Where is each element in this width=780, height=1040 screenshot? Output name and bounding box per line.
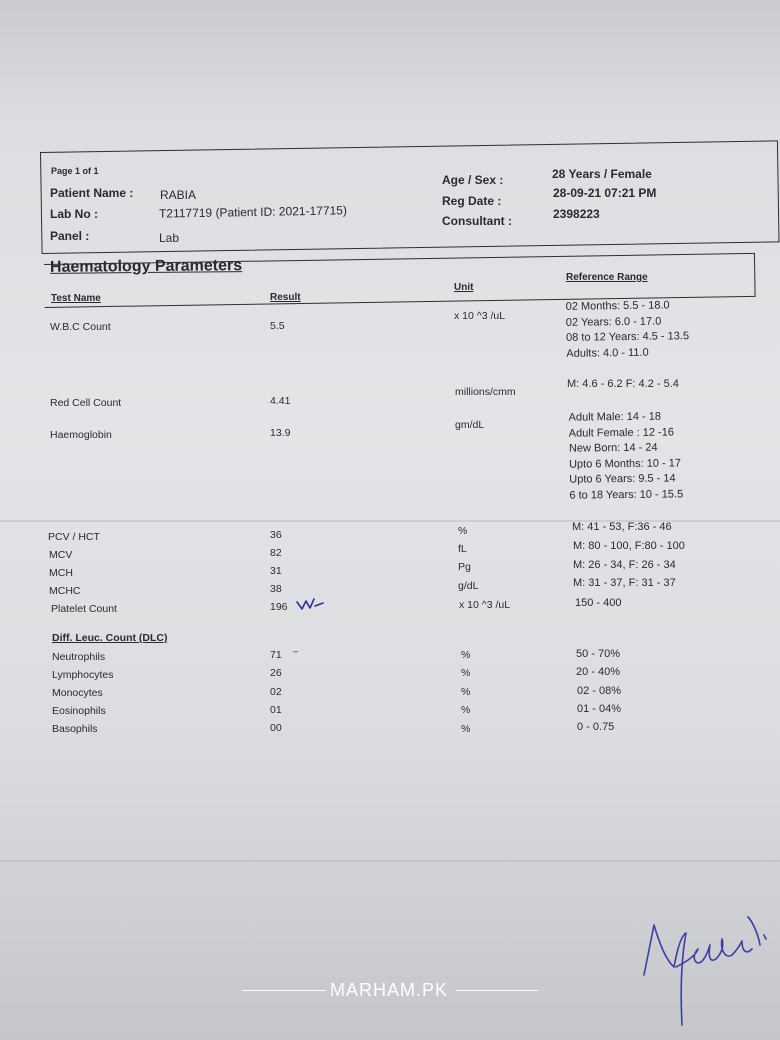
result-rbc: 4.41	[270, 395, 291, 407]
dlc-ref-neutrophils: 50 - 70%	[576, 648, 621, 660]
result-wbc: 5.5	[270, 320, 285, 332]
column-test-name: Test Name	[51, 293, 101, 304]
test-name-platelet: Platelet Count	[51, 603, 117, 615]
ref-platelet: 150 - 400	[575, 597, 622, 609]
panel-value: Lab	[159, 231, 180, 245]
consultant: 2398223	[553, 207, 600, 221]
unit-wbc: x 10 ^3 /uL	[454, 310, 506, 322]
handwritten-dash-mark: –	[293, 646, 299, 656]
section-title: Haematology Parameters	[49, 257, 243, 276]
unit-hb: gm/dL	[455, 419, 485, 431]
ref-line: 02 Years: 6.0 - 17.0	[565, 315, 662, 329]
result-mcv: 82	[270, 547, 282, 559]
lab-no-label: Lab No :	[50, 207, 98, 221]
ref-mcv: M: 80 - 100, F:80 - 100	[573, 540, 685, 552]
dlc-name-neutrophils: Neutrophils	[52, 651, 106, 663]
dlc-name-eosinophils: Eosinophils	[52, 705, 106, 717]
age-sex: 28 Years / Female	[552, 167, 652, 181]
paper-fold	[0, 860, 780, 862]
handwritten-signature	[636, 905, 776, 1035]
result-mch: 31	[270, 565, 282, 577]
result-mchc: 38	[270, 583, 282, 595]
test-name-mchc: MCHC	[49, 585, 81, 597]
dlc-result-monocytes: 02	[270, 686, 282, 698]
watermark: MARHAM.PK	[330, 980, 449, 1000]
handwritten-tick-mark	[296, 596, 326, 612]
test-name-mcv: MCV	[49, 549, 73, 561]
dlc-name-lymphocytes: Lymphocytes	[52, 669, 114, 681]
consultant-label: Consultant :	[442, 214, 512, 228]
patient-info-box	[40, 140, 780, 254]
dlc-unit-basophils: %	[461, 723, 471, 735]
result-hb: 13.9	[270, 427, 291, 439]
dlc-ref-lymphocytes: 20 - 40%	[576, 666, 621, 678]
ref-line: Upto 6 Months: 10 - 17	[569, 456, 682, 471]
ref-line: Adults: 4.0 - 11.0	[566, 346, 649, 360]
column-result: Result	[270, 292, 301, 303]
dlc-unit-eosinophils: %	[461, 704, 471, 716]
panel-label: Panel :	[50, 229, 90, 243]
ref-hb	[569, 409, 684, 503]
reg-date: 28-09-21 07:21 PM	[553, 186, 657, 200]
age-sex-label: Age / Sex :	[442, 173, 504, 187]
dlc-ref-monocytes: 02 - 08%	[577, 685, 622, 697]
ref-mch: M: 26 - 34, F: 26 - 34	[573, 559, 676, 571]
column-unit: Unit	[454, 282, 474, 293]
reg-date-label: Reg Date :	[442, 194, 502, 208]
dlc-result-neutrophils: 71	[270, 649, 282, 661]
unit-mcv: fL	[458, 543, 467, 555]
unit-mchc: g/dL	[458, 580, 479, 592]
unit-pcv: %	[458, 525, 468, 537]
watermark-line-right	[456, 990, 538, 991]
dlc-name-monocytes: Monocytes	[52, 687, 103, 699]
dlc-result-basophils: 00	[270, 722, 282, 734]
dlc-ref-basophils: 0 - 0.75	[577, 721, 615, 733]
ref-line: 6 to 18 Years: 10 - 15.5	[569, 487, 684, 502]
test-name-wbc: W.B.C Count	[50, 321, 111, 333]
dlc-unit-monocytes: %	[461, 686, 471, 698]
test-name-hb: Haemoglobin	[50, 429, 112, 441]
result-pcv: 36	[270, 529, 282, 541]
patient-name-label: Patient Name :	[50, 186, 134, 200]
result-platelet: 196	[270, 601, 288, 613]
ref-line: Upto 6 Years: 9.5 - 14	[569, 472, 676, 486]
dlc-result-eosinophils: 01	[270, 704, 282, 716]
ref-mchc: M: 31 - 37, F: 31 - 37	[573, 577, 676, 589]
unit-platelet: x 10 ^3 /uL	[459, 599, 511, 611]
test-name-mch: MCH	[49, 567, 73, 579]
dlc-result-lymphocytes: 26	[270, 667, 282, 679]
lab-no: T2117719 (Patient ID: 2021-17715)	[158, 203, 348, 221]
ref-line: Adult Female : 12 -16	[568, 425, 674, 440]
column-reference-range: Reference Range	[566, 272, 648, 283]
dlc-ref-eosinophils: 01 - 04%	[577, 703, 622, 715]
ref-line: 08 to 12 Years: 4.5 - 13.5	[566, 330, 690, 344]
ref-line: 02 Months: 5.5 - 18.0	[565, 299, 670, 313]
page-number: Page 1 of 1	[51, 166, 99, 176]
dlc-unit-neutrophils: %	[461, 649, 471, 661]
unit-rbc: millions/cmm	[455, 386, 516, 398]
dlc-title: Diff. Leuc. Count (DLC)	[52, 632, 168, 644]
test-name-rbc: Red Cell Count	[50, 397, 122, 409]
dlc-name-basophils: Basophils	[52, 723, 98, 735]
patient-name: RABIA	[160, 188, 197, 202]
test-name-pcv: PCV / HCT	[48, 531, 100, 543]
dlc-unit-lymphocytes: %	[461, 667, 471, 679]
ref-line: New Born: 14 - 24	[568, 441, 658, 455]
watermark-line-left	[242, 990, 326, 991]
ref-pcv: M: 41 - 53, F:36 - 46	[572, 521, 672, 533]
ref-wbc	[566, 298, 690, 362]
unit-mch: Pg	[458, 561, 471, 573]
ref-line: Adult Male: 14 - 18	[568, 410, 661, 424]
ref-rbc: M: 4.6 - 6.2 F: 4.2 - 5.4	[567, 378, 679, 390]
